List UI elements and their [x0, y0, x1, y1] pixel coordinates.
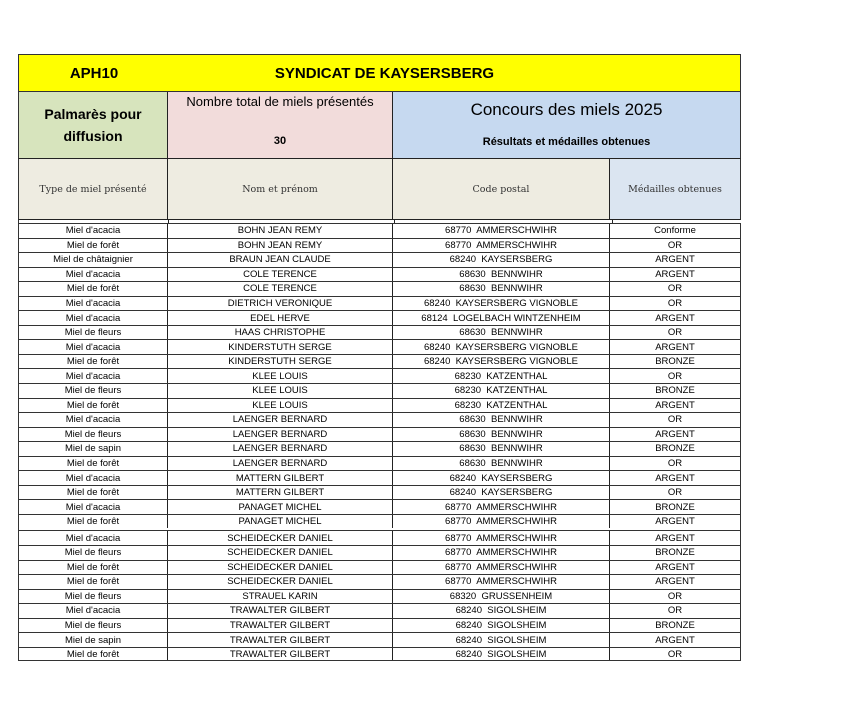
name-cell: LAENGER BERNARD	[168, 442, 393, 456]
contest-subtitle: Résultats et médailles obtenues	[482, 136, 651, 148]
honey-type-cell: Miel d'acacia	[19, 224, 168, 238]
column-header-type: Type de miel présenté	[19, 159, 168, 219]
medal-cell: ARGENT	[655, 561, 695, 573]
honey-type-cell: Miel de châtaignier	[19, 253, 168, 267]
total-cell	[168, 92, 393, 158]
medal-cell: OR	[667, 370, 683, 382]
postal-code-cell: 68240 KAYSERSBERG	[393, 253, 610, 267]
medal-cell: ARGENT	[655, 268, 695, 280]
table-row	[19, 618, 740, 633]
medal-cell: BRONZE	[655, 443, 695, 455]
name-cell: SCHEIDECKER DANIEL	[168, 575, 393, 589]
postal-code-cell: 68230 KATZENTHAL	[393, 384, 610, 398]
medal-cell: OR	[667, 327, 683, 339]
contest-title: Concours des miels 2025	[470, 100, 663, 119]
name-cell: PANAGET MICHEL	[168, 500, 393, 514]
honey-type-cell: Miel de fleurs	[19, 546, 168, 560]
honey-type-cell: Miel de forêt	[19, 355, 168, 369]
table-row	[19, 485, 740, 500]
name-cell: BOHN JEAN REMY	[168, 224, 393, 238]
name-cell: KLEE LOUIS	[168, 384, 393, 398]
table-row	[19, 456, 740, 471]
honey-type-cell: Miel d'acacia	[19, 604, 168, 618]
column-header-postal: Code postal	[393, 159, 610, 219]
postal-code-cell: 68630 BENNWIHR	[393, 282, 610, 296]
name-cell: KLEE LOUIS	[168, 399, 393, 413]
table-row	[19, 514, 740, 529]
medal-cell: ARGENT	[655, 312, 695, 324]
honey-type-cell: Miel de forêt	[19, 486, 168, 500]
postal-code-cell: 68320 GRUSSENHEIM	[393, 590, 610, 604]
postal-code-cell: 68770 AMMERSCHWIHR	[393, 546, 610, 560]
table-row	[19, 647, 740, 662]
name-cell: TRAWALTER GILBERT	[168, 633, 393, 647]
palmares-line-1: Palmarès pour	[44, 106, 142, 122]
palmares-line-2: diffusion	[63, 128, 123, 144]
honey-type-cell: Miel de forêt	[19, 282, 168, 296]
postal-code-cell: 68240 KAYSERSBERG	[393, 486, 610, 500]
table-row	[19, 339, 740, 354]
table-row	[19, 530, 740, 545]
table-row	[19, 325, 740, 340]
postal-code-cell: 68630 BENNWIHR	[393, 442, 610, 456]
total-label: Nombre total de miels présentés	[186, 94, 374, 109]
table-row	[19, 368, 740, 383]
table-row	[19, 296, 740, 311]
table-row	[19, 310, 740, 325]
total-value: 30	[273, 135, 287, 147]
medal-cell: OR	[667, 590, 683, 602]
table-row	[19, 412, 740, 427]
medal-cell: ARGENT	[655, 634, 695, 646]
medal-cell: OR	[667, 487, 683, 499]
medal-cell: OR	[667, 605, 683, 617]
table-row	[19, 632, 740, 647]
postal-code-cell: 68240 SIGOLSHEIM	[393, 619, 610, 633]
honey-type-cell: Miel de forêt	[19, 561, 168, 575]
postal-code-cell: 68240 SIGOLSHEIM	[393, 648, 610, 661]
honey-type-cell: Miel de fleurs	[19, 619, 168, 633]
table-row	[19, 383, 740, 398]
honey-type-cell: Miel de fleurs	[19, 428, 168, 442]
name-cell: COLE TERENCE	[168, 268, 393, 282]
column-header-name: Nom et prénom	[168, 159, 393, 219]
medal-cell: ARGENT	[655, 516, 695, 528]
medal-cell: BRONZE	[655, 547, 695, 559]
name-cell: TRAWALTER GILBERT	[168, 648, 393, 661]
honey-type-cell: Miel de sapin	[19, 442, 168, 456]
medal-cell: BRONZE	[655, 385, 695, 397]
postal-code-cell: 68124 LOGELBACH WINTZENHEIM	[393, 311, 610, 325]
results-sheet	[18, 54, 741, 661]
table-row	[19, 499, 740, 514]
table-row	[19, 267, 740, 282]
name-cell: HAAS CHRISTOPHE	[168, 326, 393, 340]
medal-cell: OR	[667, 283, 683, 295]
medal-cell: ARGENT	[655, 472, 695, 484]
name-cell: KINDERSTUTH SERGE	[168, 340, 393, 354]
honey-type-cell: Miel d'acacia	[19, 500, 168, 514]
name-cell: MATTERN GILBERT	[168, 471, 393, 485]
medal-cell: ARGENT	[655, 254, 695, 266]
name-cell: DIETRICH VERONIQUE	[168, 297, 393, 311]
postal-code-cell: 68240 SIGOLSHEIM	[393, 633, 610, 647]
table-row	[19, 252, 740, 267]
medal-cell: OR	[667, 414, 683, 426]
postal-code-cell: 68630 BENNWIHR	[393, 428, 610, 442]
table-row	[19, 560, 740, 575]
honey-type-cell: Miel d'acacia	[19, 297, 168, 311]
results-table-body	[18, 223, 741, 661]
name-cell: MATTERN GILBERT	[168, 486, 393, 500]
column-headers	[18, 159, 741, 220]
honey-type-cell: Miel de sapin	[19, 633, 168, 647]
table-row	[19, 603, 740, 618]
postal-code-cell: 68770 AMMERSCHWIHR	[393, 239, 610, 253]
name-cell: LAENGER BERNARD	[168, 457, 393, 471]
postal-code-cell: 68770 AMMERSCHWIHR	[393, 531, 610, 545]
postal-code-cell: 68630 BENNWIHR	[393, 268, 610, 282]
postal-code-cell: 68630 BENNWIHR	[393, 326, 610, 340]
postal-code-cell: 68240 SIGOLSHEIM	[393, 604, 610, 618]
honey-type-cell: Miel d'acacia	[19, 268, 168, 282]
honey-type-cell: Miel d'acacia	[19, 311, 168, 325]
honey-type-cell: Miel de forêt	[19, 457, 168, 471]
name-cell: PANAGET MICHEL	[168, 515, 393, 529]
postal-code-cell: 68770 AMMERSCHWIHR	[393, 561, 610, 575]
medal-cell: BRONZE	[655, 620, 695, 632]
honey-type-cell: Miel d'acacia	[19, 340, 168, 354]
name-cell: TRAWALTER GILBERT	[168, 604, 393, 618]
medal-cell: ARGENT	[655, 576, 695, 588]
name-cell: SCHEIDECKER DANIEL	[168, 561, 393, 575]
table-row	[19, 398, 740, 413]
table-row	[19, 354, 740, 369]
name-cell: SCHEIDECKER DANIEL	[168, 546, 393, 560]
name-cell: BOHN JEAN REMY	[168, 239, 393, 253]
postal-code-cell: 68240 KAYSERSBERG VIGNOBLE	[393, 355, 610, 369]
table-row	[19, 427, 740, 442]
name-cell: TRAWALTER GILBERT	[168, 619, 393, 633]
honey-type-cell: Miel de fleurs	[19, 590, 168, 604]
name-cell: KINDERSTUTH SERGE	[168, 355, 393, 369]
info-row	[18, 92, 741, 159]
honey-type-cell: Miel d'acacia	[19, 413, 168, 427]
table-row	[19, 574, 740, 589]
honey-type-cell: Miel de fleurs	[19, 326, 168, 340]
honey-type-cell: Miel de forêt	[19, 515, 168, 529]
title-banner	[18, 54, 741, 92]
honey-type-cell: Miel de forêt	[19, 575, 168, 589]
postal-code-cell: 68240 KAYSERSBERG VIGNOBLE	[393, 297, 610, 311]
table-row	[19, 223, 740, 238]
palmares-cell	[19, 92, 168, 158]
name-cell: STRAUEL KARIN	[168, 590, 393, 604]
medal-cell: OR	[667, 458, 683, 470]
postal-code-cell: 68630 BENNWIHR	[393, 413, 610, 427]
name-cell: LAENGER BERNARD	[168, 428, 393, 442]
medal-cell: Conforme	[654, 225, 696, 237]
name-cell: SCHEIDECKER DANIEL	[168, 531, 393, 545]
name-cell: BRAUN JEAN CLAUDE	[168, 253, 393, 267]
name-cell: EDEL HERVE	[168, 311, 393, 325]
medal-cell: BRONZE	[655, 501, 695, 513]
medal-cell: ARGENT	[655, 341, 695, 353]
medal-cell: ARGENT	[655, 532, 695, 544]
honey-type-cell: Miel d'acacia	[19, 369, 168, 383]
syndicate-title: SYNDICAT DE KAYSERSBERG	[274, 64, 495, 82]
honey-type-cell: Miel de forêt	[19, 239, 168, 253]
name-cell: COLE TERENCE	[168, 282, 393, 296]
contest-cell	[393, 92, 740, 158]
honey-type-cell: Miel d'acacia	[19, 471, 168, 485]
medal-cell: OR	[667, 239, 683, 251]
table-row	[19, 470, 740, 485]
table-row	[19, 238, 740, 253]
name-cell: KLEE LOUIS	[168, 369, 393, 383]
table-row	[19, 441, 740, 456]
honey-type-cell: Miel de fleurs	[19, 384, 168, 398]
table-row	[19, 545, 740, 560]
medal-cell: BRONZE	[655, 356, 695, 368]
postal-code-cell: 68240 KAYSERSBERG VIGNOBLE	[393, 340, 610, 354]
column-header-medal: Médailles obtenues	[610, 159, 740, 219]
postal-code-cell: 68770 AMMERSCHWIHR	[393, 500, 610, 514]
postal-code-cell: 68630 BENNWIHR	[393, 457, 610, 471]
table-row	[19, 281, 740, 296]
honey-type-cell: Miel de forêt	[19, 399, 168, 413]
medal-cell: ARGENT	[655, 399, 695, 411]
table-row	[19, 589, 740, 604]
name-cell: LAENGER BERNARD	[168, 413, 393, 427]
honey-type-cell: Miel d'acacia	[19, 531, 168, 545]
postal-code-cell: 68240 KAYSERSBERG	[393, 471, 610, 485]
postal-code-cell: 68230 KATZENTHAL	[393, 399, 610, 413]
honey-type-cell: Miel de forêt	[19, 648, 168, 661]
postal-code-cell: 68770 AMMERSCHWIHR	[393, 515, 610, 529]
postal-code-cell: 68770 AMMERSCHWIHR	[393, 224, 610, 238]
org-code: APH10	[69, 64, 119, 82]
postal-code-cell: 68770 AMMERSCHWIHR	[393, 575, 610, 589]
medal-cell: OR	[667, 648, 683, 660]
medal-cell: ARGENT	[655, 428, 695, 440]
postal-code-cell: 68230 KATZENTHAL	[393, 369, 610, 383]
medal-cell: OR	[667, 298, 683, 309]
